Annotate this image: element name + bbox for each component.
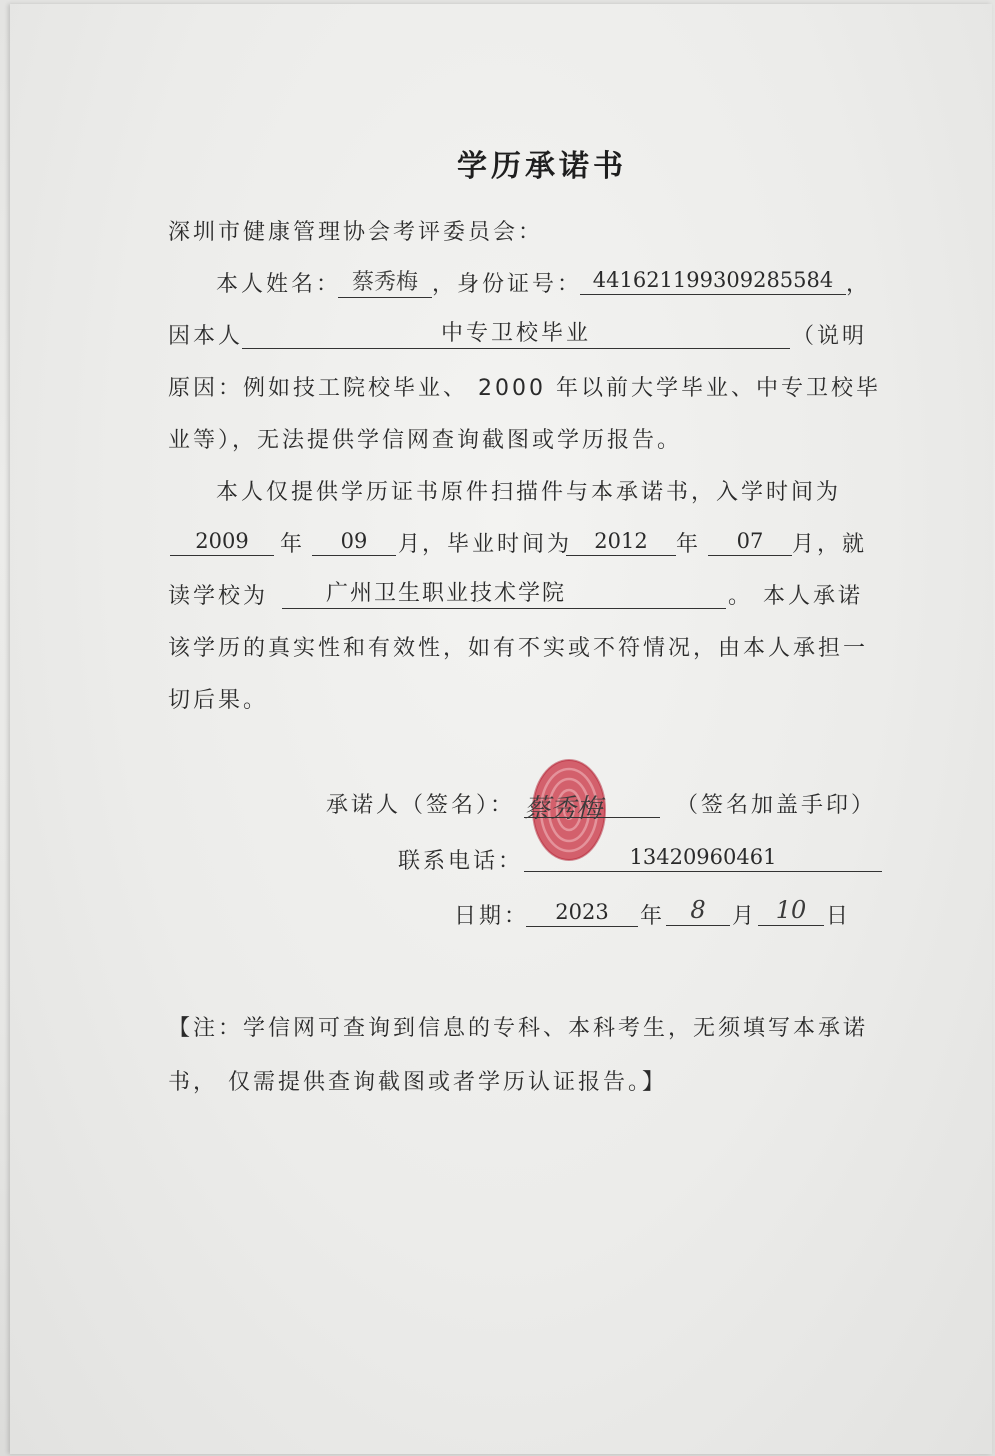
id-value: 441621199309285584 [592,268,834,292]
note-line-2: 书， 仅需提供查询截图或者学历认证报告。】 [168,1070,667,1095]
phone-field [524,847,882,872]
note-line-1: 【注：学信网可查询到信息的专科、本科考生，无须填写本承诺 [168,1016,869,1041]
phone-value: 13420960461 [629,845,777,869]
date-label: 日期： [454,904,530,929]
enroll-month-field [312,531,396,556]
para2-line-1: 本人仅提供学历证书原件扫描件与本承诺书，入学时间为 [216,480,842,505]
para2-line-5: 切后果。 [168,688,269,713]
reason-field [242,323,790,349]
date-day: 10 [775,896,807,924]
grad-label: ，毕业时间为 [422,532,573,557]
date-day-field [758,898,824,926]
date-year-field [526,902,638,927]
signer-note: （签名加盖手印） [676,793,877,818]
reason-prefix: 因本人 [168,324,244,349]
grad-year-char: 年 [676,532,702,557]
id-field [580,270,846,295]
grad-end: 月，就 [792,532,868,557]
reason-suffix: （说明 [792,324,868,349]
date-month: 8 [690,896,706,924]
school-label: 读学校为 [168,584,269,609]
id-label: ，身份证号： [432,272,583,297]
addressee: 深圳市健康管理协会考评委员会： [168,220,544,245]
enroll-month: 09 [340,529,368,553]
enroll-year-field [170,531,274,556]
date-month-field [666,898,730,926]
document-page [10,4,992,1454]
school-field [282,583,726,609]
grad-year: 2012 [594,529,648,553]
date-year: 2023 [555,900,609,924]
school-end: 。 本人承诺 [728,584,863,609]
date-year-char: 年 [640,904,666,929]
school-value: 广州卫生职业技术学院 [326,581,567,606]
name-label: 本人姓名： [216,272,342,297]
grad-month: 07 [736,529,764,553]
id-end: ， [846,272,872,297]
name-field [338,272,432,298]
para2-line-4: 该学历的真实性和有效性，如有不实或不符情况，由本人承担一 [168,636,869,661]
signer-label: 承诺人（签名）： [326,793,516,818]
phone-label: 联系电话： [398,849,524,874]
grad-month-field [708,531,792,556]
name-value: 蔡秀梅 [351,270,418,295]
enroll-year-char: 年 [280,532,306,557]
grad-year-field [566,531,676,556]
reason-line-3: 业等），无法提供学信网查询截图或学历报告。 [168,428,683,453]
signature: 蔡秀梅 [524,794,603,824]
enroll-month-char: 月 [398,532,424,557]
reason-line-2: 原因：例如技工院校毕业、 2000 年以前大学毕业、中专卫校毕 [168,376,881,401]
date-day-char: 日 [826,904,852,929]
date-month-char: 月 [732,904,758,929]
reason-value: 中专卫校毕业 [440,321,591,346]
document-title: 学历承诺书 [457,149,627,184]
enroll-year: 2009 [195,529,249,553]
